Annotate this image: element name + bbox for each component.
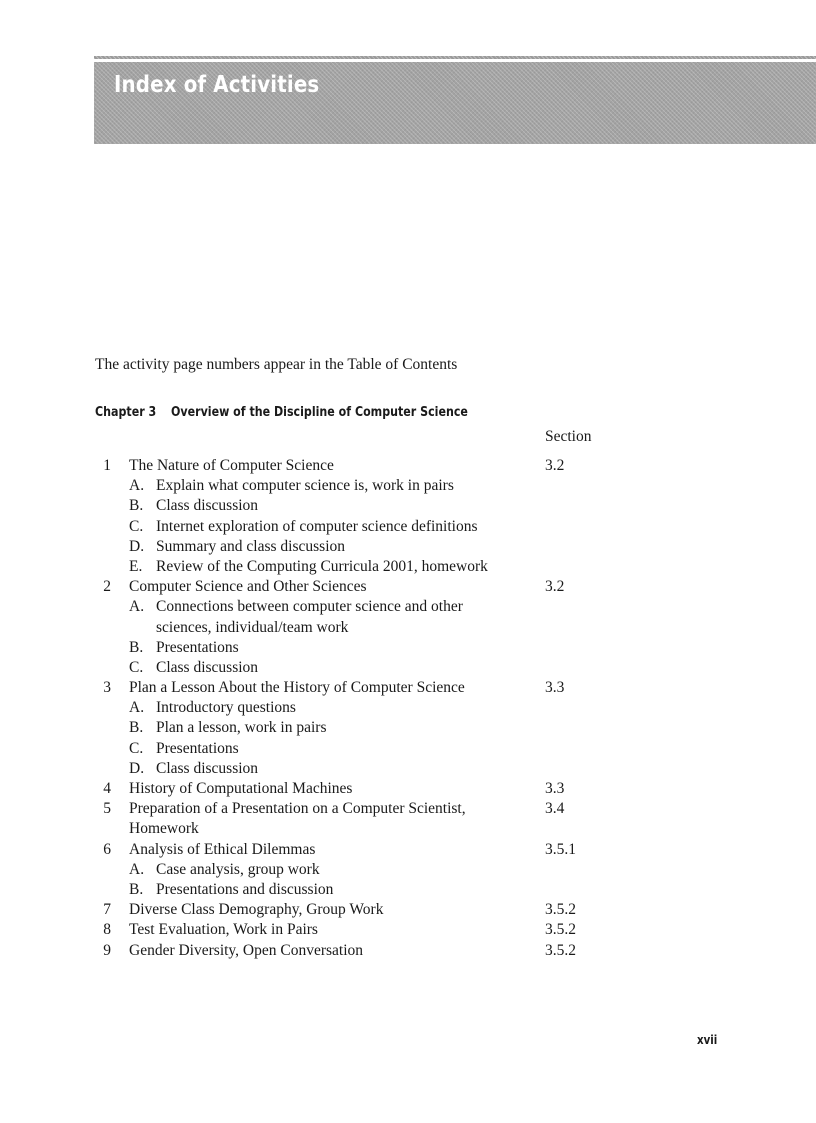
activity-step-continuation [95,618,615,638]
activity-step [95,638,615,658]
chapter-title: Overview of the Discipline of Computer Science [170,404,468,420]
activity-section: 3.2 [545,578,565,596]
activity-section: 3.2 [545,457,565,474]
activity-title: Test Evaluation, Work in Pairs [129,921,318,939]
activity-step [95,880,615,900]
step-text-continuation: sciences, individual/team work [156,618,349,636]
step-text: Presentations [156,739,239,757]
step-text: Class discussion [156,658,259,676]
step-text: Presentations and discussion [156,880,334,898]
step-letter: B. [129,638,144,656]
activity-step [95,739,615,759]
step-letter: A. [129,860,145,878]
step-text: Plan a lesson, work in pairs [156,719,327,737]
activity-section: 3.5.2 [545,901,576,919]
activity-step [95,759,615,779]
intro-note: The activity page numbers appear in the Table of Contents [95,356,458,373]
step-text: Connections between computer science and other [156,598,463,616]
banner-top-rule [94,56,816,59]
activity-number: 3 [103,679,111,697]
activity-step [95,496,615,516]
step-letter: D. [129,759,145,777]
activity-row [95,779,615,799]
step-letter: A. [129,477,145,495]
step-text: Introductory questions [156,699,296,717]
activity-step [95,517,615,537]
step-letter: A. [129,699,145,717]
step-letter: B. [129,497,144,515]
activity-section: 3.5.2 [545,941,576,959]
activity-number: 7 [103,901,111,919]
activity-number: 5 [103,800,111,818]
chapter-heading [95,404,468,420]
activity-step [95,537,615,557]
activity-number: 9 [103,941,111,959]
activity-title: Diverse Class Demography, Group Work [129,901,384,919]
activity-row [95,840,615,860]
activity-list [95,456,615,961]
step-letter: C. [129,739,144,757]
activity-title: The Nature of Computer Science [129,457,334,474]
activity-number: 1 [103,457,111,474]
activity-row [95,920,615,940]
step-letter: B. [129,880,144,898]
activity-row [95,577,615,597]
step-text: Presentations [156,638,239,656]
activity-step [95,476,615,496]
activity-step [95,658,615,678]
activity-step [95,557,615,577]
activity-title: Preparation of a Presentation on a Computer Scientist, [129,800,466,818]
activity-number: 4 [103,780,111,797]
step-text: Internet exploration of computer science definitions [156,517,478,535]
page-number: xvii [697,1033,718,1047]
activity-row [95,678,615,698]
step-text: Case analysis, group work [156,860,320,878]
step-text: Explain what computer science is, work in pairs [156,477,454,495]
step-letter: C. [129,517,144,535]
activity-step [95,860,615,880]
activity-step [95,718,615,738]
step-letter: E. [129,557,143,575]
activity-number: 6 [103,840,111,858]
step-letter: A. [129,598,145,616]
activity-number: 2 [103,578,111,596]
activity-section: 3.3 [545,679,565,697]
activity-row [95,456,615,476]
step-text: Class discussion [156,497,259,515]
activity-step [95,698,615,718]
activity-row [95,941,615,961]
activity-title-continuation: Homework [129,820,199,838]
activity-section: 3.4 [545,800,565,818]
step-letter: D. [129,537,145,555]
activity-row [95,799,615,819]
activity-section: 3.3 [545,780,565,797]
activity-section: 3.5.1 [545,840,576,858]
title-banner [94,62,816,144]
activity-title: History of Computational Machines [129,780,353,797]
activity-number: 8 [103,921,111,939]
activity-title: Analysis of Ethical Dilemmas [129,840,316,858]
activity-title: Computer Science and Other Sciences [129,578,367,596]
chapter-label: Chapter 3 [95,404,157,420]
activity-row [95,900,615,920]
page-title: Index of Activities [114,72,320,98]
activity-title: Gender Diversity, Open Conversation [129,941,364,959]
activity-step [95,597,615,617]
activity-section: 3.5.2 [545,921,576,939]
step-text: Summary and class discussion [156,537,345,555]
step-letter: C. [129,658,144,676]
step-text: Class discussion [156,759,259,777]
section-column-header: Section [545,428,592,445]
step-text: Review of the Computing Curricula 2001, homework [156,557,488,575]
activity-title: Plan a Lesson About the History of Computer Science [129,679,465,697]
step-letter: B. [129,719,144,737]
activity-row-continuation [95,819,615,839]
